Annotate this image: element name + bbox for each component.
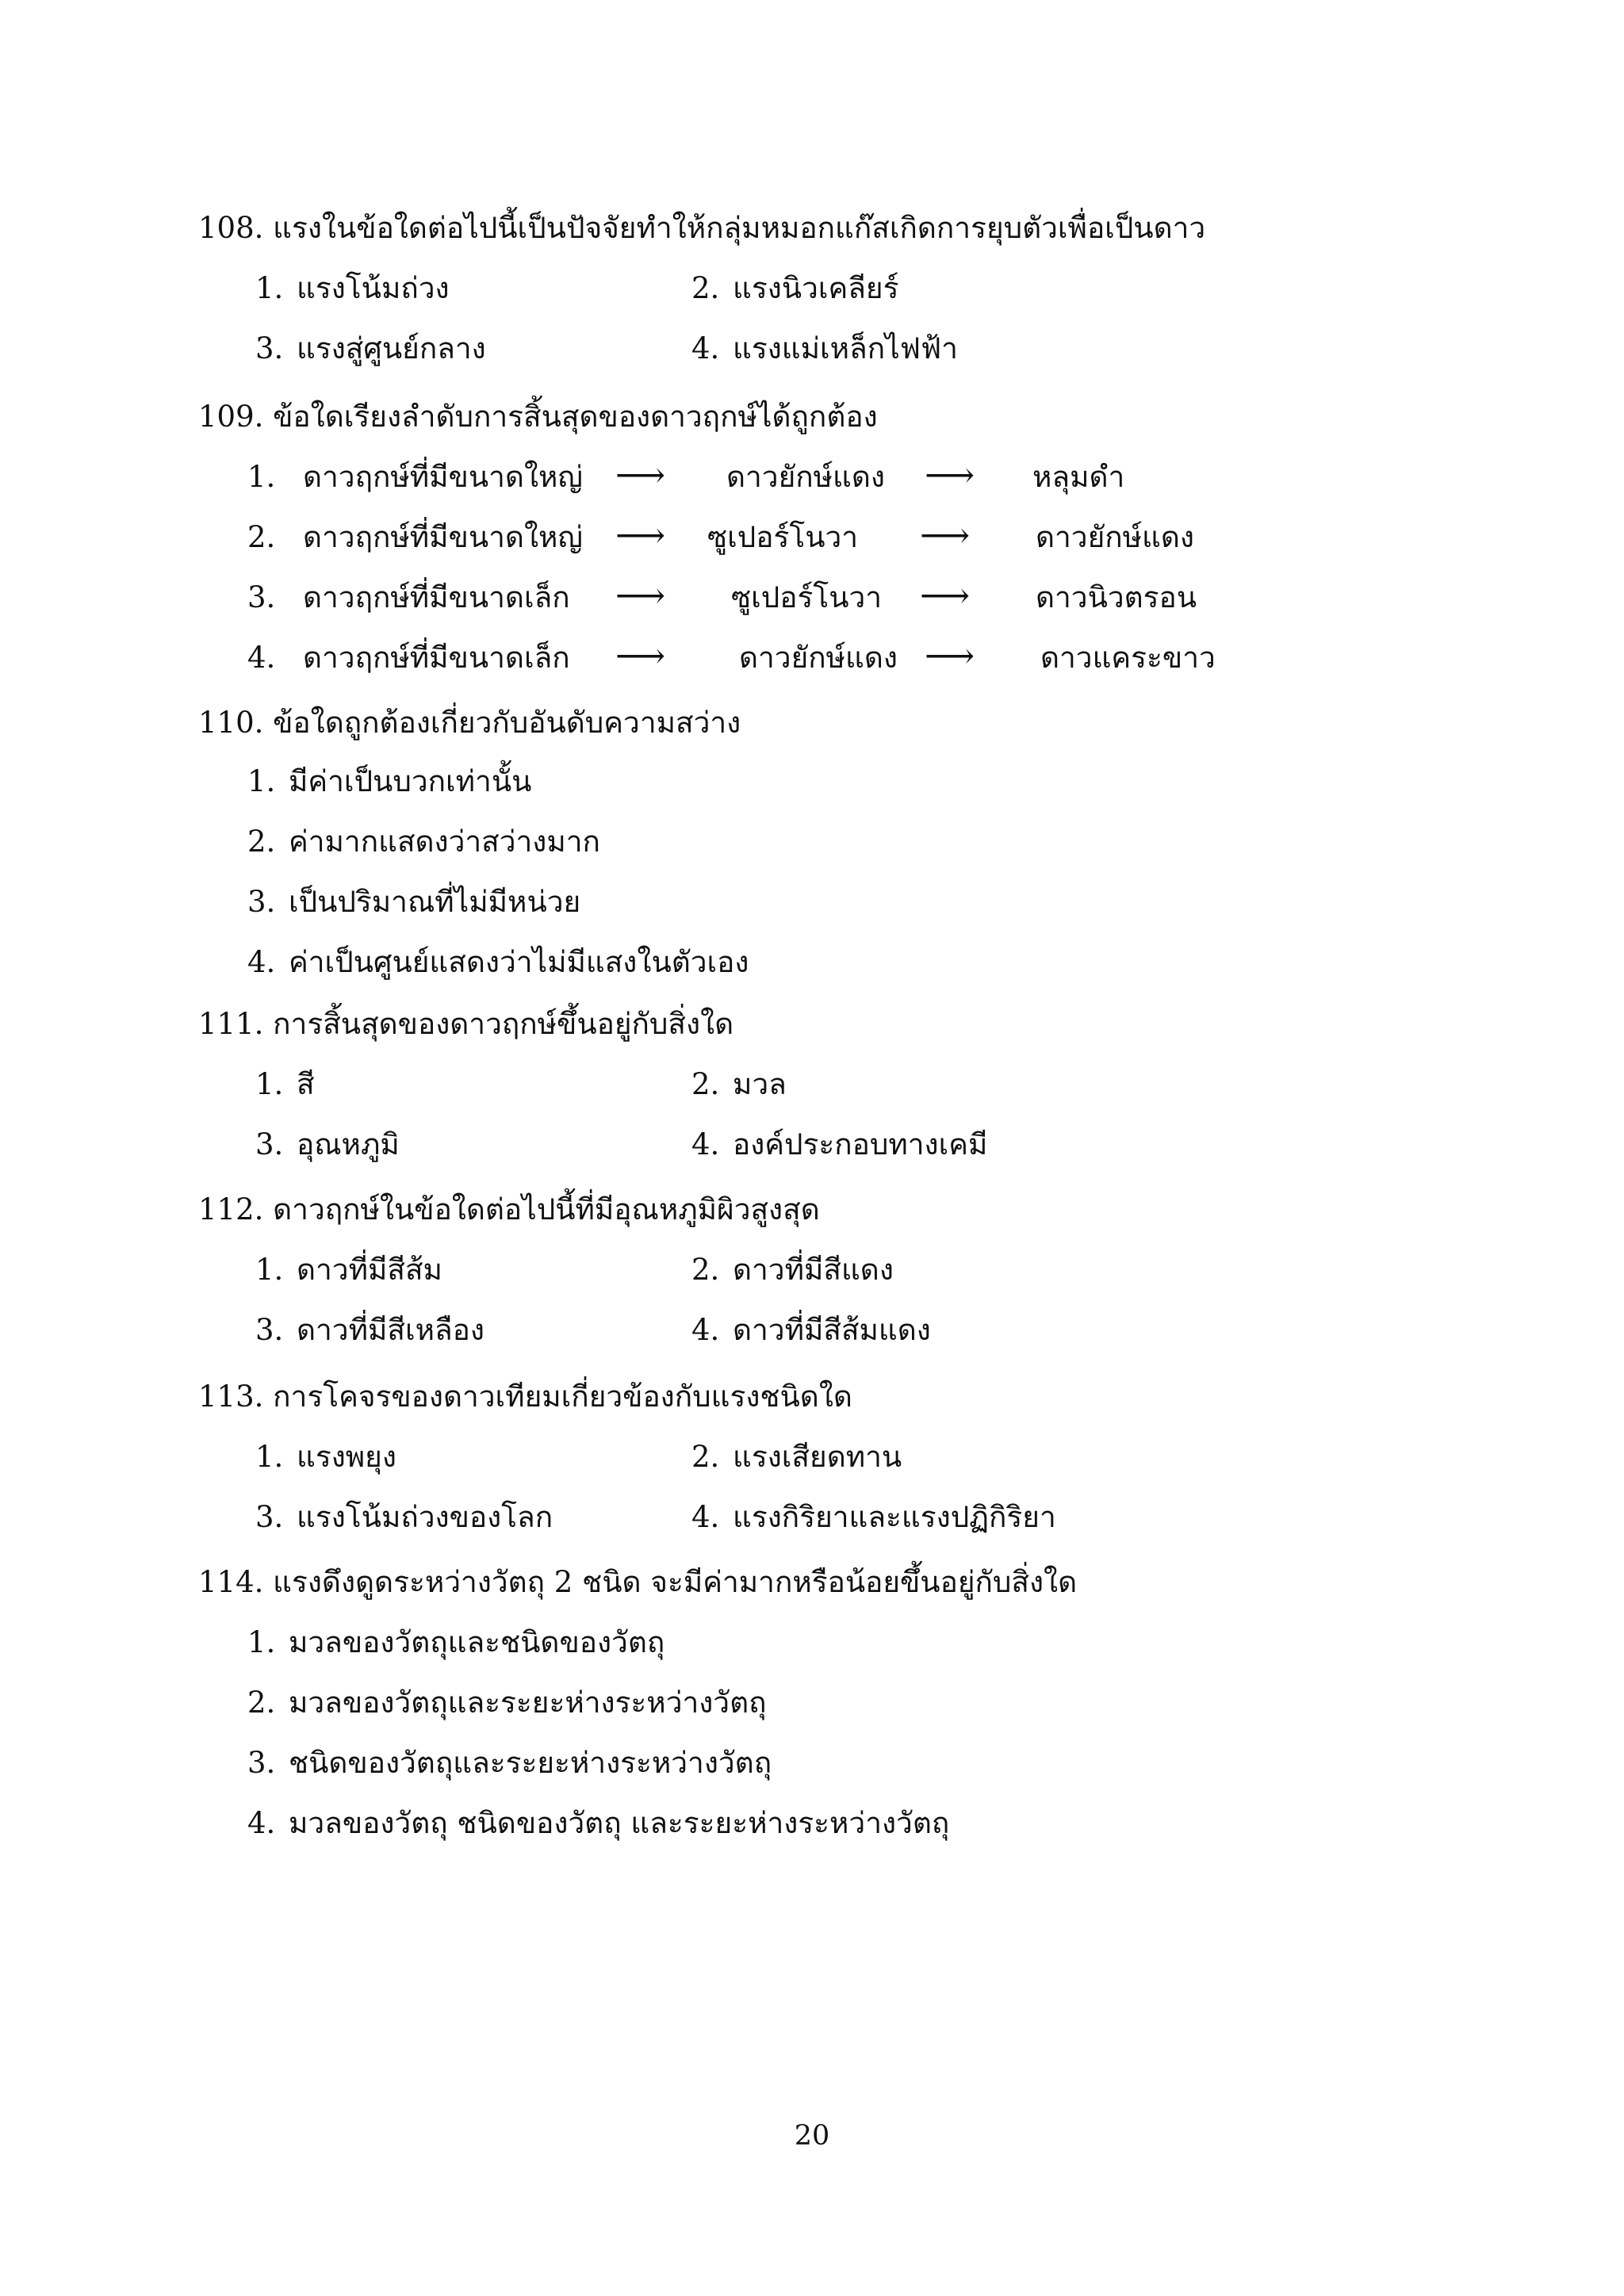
arrow-right-icon: ⟶ — [925, 636, 975, 676]
q109-option-2-stage-b: ซูเปอร์โนวา — [707, 520, 859, 554]
q109-option-3-stage-c: ดาวนิวตรอน — [1036, 580, 1197, 614]
option-text: ค่าเป็นศูนย์แสดงว่าไม่มีแสงในตัวเอง — [289, 945, 749, 979]
option-number: 1. — [255, 1067, 284, 1101]
arrow-right-icon: ⟶ — [920, 515, 971, 556]
q109-option-3-number: 3. — [247, 580, 276, 614]
q110-option-1 — [247, 763, 531, 801]
option-number: 1. — [255, 271, 284, 305]
option-text: ดาวที่มีสีเหลือง — [297, 1313, 485, 1347]
option-text: มีค่าเป็นบวกเท่านั้น — [289, 764, 532, 798]
option-text: มวลของวัตถุ ชนิดของวัตถุ และระยะห่างระหว่างวัตถุ — [289, 1806, 950, 1840]
option-number: 2. — [247, 825, 276, 859]
q112-option-3 — [255, 1311, 485, 1349]
option-text: อุณหภูมิ — [297, 1127, 400, 1161]
option-text: แรงพยุง — [297, 1440, 396, 1474]
arrow-right-icon: ⟶ — [615, 576, 666, 616]
option-text: ชนิดของวัตถุและระยะห่างระหว่างวัตถุ — [289, 1746, 772, 1780]
option-text: ค่ามากแสดงว่าสว่างมาก — [289, 825, 600, 859]
option-text: ดาวที่มีสีส้มแดง — [733, 1313, 931, 1347]
q109-option-4-stage-b: ดาวยักษ์แดง — [739, 641, 898, 675]
q109-option-4-stage-c: ดาวแคระขาว — [1040, 641, 1216, 675]
arrow-right-icon: ⟶ — [615, 636, 666, 676]
q110-option-2 — [247, 823, 600, 861]
option-number: 1. — [247, 764, 276, 798]
q108-option-2 — [691, 270, 898, 308]
q109-option-1-stage-a: ดาวฤกษ์ที่มีขนาดใหญ่ — [303, 460, 583, 494]
option-number: 4. — [691, 1313, 720, 1347]
option-number: 1. — [255, 1440, 284, 1474]
option-number: 2. — [691, 271, 720, 305]
arrow-right-icon: ⟶ — [920, 576, 971, 616]
option-number: 3. — [255, 331, 284, 365]
q112-option-4 — [691, 1311, 931, 1349]
option-text: แรงนิวเคลียร์ — [733, 271, 899, 305]
q108-option-3 — [255, 330, 486, 368]
q109-option-4-number: 4. — [247, 641, 276, 675]
option-number: 4. — [691, 1127, 720, 1161]
q113-option-3 — [255, 1498, 553, 1536]
option-text: มวลของวัตถุและระยะห่างระหว่างวัตถุ — [289, 1686, 767, 1720]
q109-option-3-stage-a: ดาวฤกษ์ที่มีขนาดเล็ก — [303, 580, 570, 614]
q112-option-2 — [691, 1251, 894, 1289]
q108-option-1 — [255, 270, 450, 308]
q111-option-4 — [691, 1126, 987, 1164]
q112-option-1 — [255, 1251, 442, 1289]
q109-option-1-stage-c: หลุมดำ — [1032, 460, 1125, 494]
question-108: 108. แรงในข้อใดต่อไปนี้เป็นปัจจัยทำให้กลุ่มหมอกแก๊สเกิดการยุบตัวเพื่อเป็นดาว — [198, 211, 1206, 245]
option-number: 3. — [255, 1127, 284, 1161]
option-number: 3. — [247, 1746, 276, 1780]
option-number: 2. — [691, 1067, 720, 1101]
question-110: 110. ข้อใดถูกต้องเกี่ยวกับอันดับความสว่าง — [198, 706, 741, 740]
q114-option-1 — [247, 1624, 665, 1662]
option-text: มวล — [733, 1067, 787, 1101]
option-text: เป็นปริมาณที่ไม่มีหน่วย — [289, 885, 581, 919]
arrow-right-icon: ⟶ — [615, 455, 666, 496]
arrow-right-icon: ⟶ — [615, 515, 666, 556]
q109-option-2-number: 2. — [247, 520, 276, 554]
option-number: 2. — [691, 1440, 720, 1474]
option-text: องค์ประกอบทางเคมี — [733, 1127, 988, 1161]
question-114: 114. แรงดึงดูดระหว่างวัตถุ 2 ชนิด จะมีค่ามากหรือน้อยขึ้นอยู่กับสิ่งใด — [198, 1565, 1078, 1599]
question-109: 109. ข้อใดเรียงลำดับการสิ้นสุดของดาวฤกษ์ได้ถูกต้อง — [198, 400, 878, 434]
option-number: 4. — [247, 945, 276, 979]
option-number: 3. — [255, 1313, 284, 1347]
option-number: 4. — [247, 1806, 276, 1840]
q109-option-2-stage-c: ดาวยักษ์แดง — [1036, 520, 1194, 554]
q111-option-3 — [255, 1126, 400, 1164]
option-number: 2. — [247, 1686, 276, 1720]
option-text: ดาวที่มีสีส้ม — [297, 1253, 442, 1287]
arrow-right-icon: ⟶ — [925, 455, 975, 496]
q114-option-3 — [247, 1744, 772, 1782]
q110-option-4 — [247, 943, 749, 982]
q109-option-2-stage-a: ดาวฤกษ์ที่มีขนาดใหญ่ — [303, 520, 583, 554]
q114-option-4 — [247, 1804, 949, 1843]
page-number: 20 — [794, 2120, 830, 2152]
option-text: แรงโน้มถ่วง — [297, 271, 450, 305]
option-text: แรงกิริยาและแรงปฏิกิริยา — [733, 1500, 1056, 1534]
q113-option-2 — [691, 1438, 902, 1476]
q109-option-1-stage-b: ดาวยักษ์แดง — [726, 460, 885, 494]
q110-option-3 — [247, 883, 580, 921]
q113-option-1 — [255, 1438, 396, 1476]
option-text: สี — [297, 1067, 315, 1101]
option-text: แรงเสียดทาน — [733, 1440, 902, 1474]
q111-option-1 — [255, 1066, 315, 1104]
question-112: 112. ดาวฤกษ์ในข้อใดต่อไปนี้ที่มีอุณหภูมิผิวสูงสุด — [198, 1192, 820, 1226]
q114-option-2 — [247, 1684, 767, 1722]
option-number: 1. — [247, 1625, 276, 1659]
question-111: 111. การสิ้นสุดของดาวฤกษ์ขึ้นอยู่กับสิ่งใด — [198, 1007, 734, 1041]
option-number: 1. — [255, 1253, 284, 1287]
option-text: แรงสู่ศูนย์กลาง — [297, 331, 486, 365]
q108-option-4 — [691, 330, 958, 368]
q113-option-4 — [691, 1498, 1056, 1536]
option-number: 4. — [691, 331, 720, 365]
option-text: ดาวที่มีสีแดง — [733, 1253, 894, 1287]
option-number: 4. — [691, 1500, 720, 1534]
option-number: 2. — [691, 1253, 720, 1287]
q109-option-4-stage-a: ดาวฤกษ์ที่มีขนาดเล็ก — [303, 641, 570, 675]
option-number: 3. — [247, 885, 276, 919]
option-text: มวลของวัตถุและชนิดของวัตถุ — [289, 1625, 665, 1659]
q109-option-1-number: 1. — [247, 460, 276, 494]
option-number: 3. — [255, 1500, 284, 1534]
option-text: แรงแม่เหล็กไฟฟ้า — [733, 331, 958, 365]
option-text: แรงโน้มถ่วงของโลก — [297, 1500, 553, 1534]
q111-option-2 — [691, 1066, 787, 1104]
q109-option-3-stage-b: ซูเปอร์โนวา — [731, 580, 883, 614]
question-113: 113. การโคจรของดาวเทียมเกี่ยวข้องกับแรงชนิดใด — [198, 1380, 852, 1414]
